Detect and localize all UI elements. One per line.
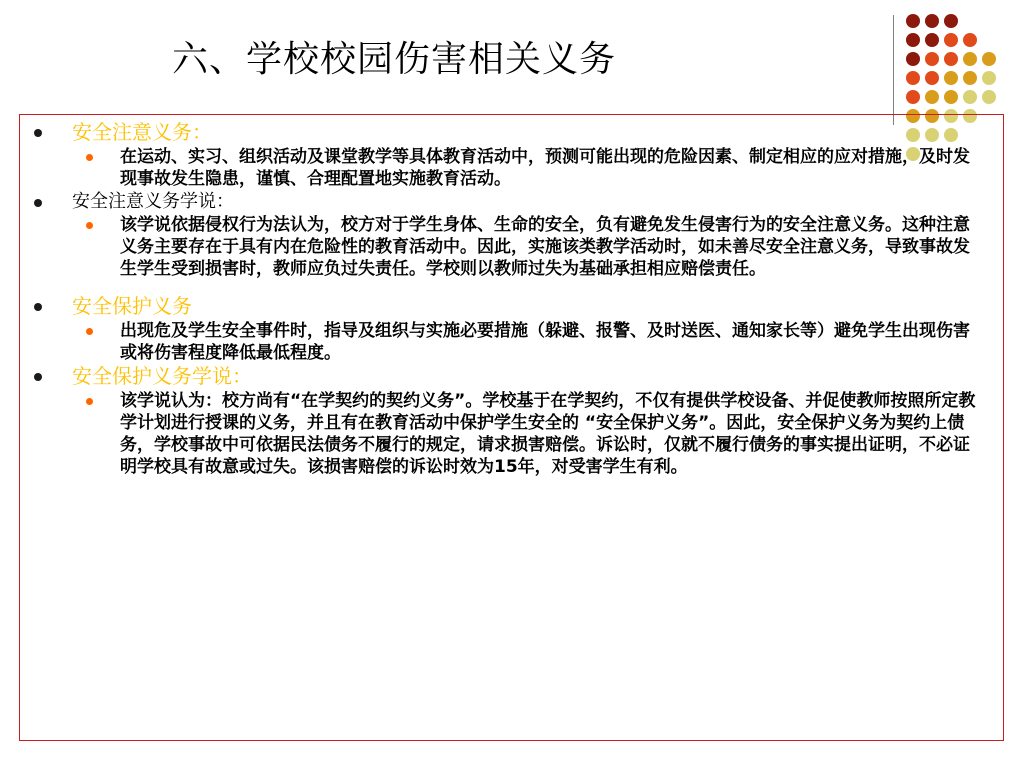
decor-dot xyxy=(906,52,920,66)
decor-dot xyxy=(963,52,977,66)
bullet-icon xyxy=(34,303,42,311)
section-heading-text: 安全注意义务学说： xyxy=(72,191,234,212)
decor-dot xyxy=(944,52,958,66)
decor-dot xyxy=(944,90,958,104)
section-item-text: 该学说依据侵权行为法认为，校方对于学生身体、生命的安全，负有避免发生侵害行为的安全注意义务。这种注意义务主要存在于具有内在危险性的教育活动中。因此，实施该类教学活动时，如未善尽安全注意义务，导致事故发生学生受到损害时，教师应负过失责任。学校则以教师过失为基础承担相应赔偿责任。 xyxy=(120,215,970,279)
decor-dot xyxy=(925,14,939,28)
decor-dot xyxy=(925,33,939,47)
bullet-icon xyxy=(34,373,42,381)
decor-dot xyxy=(906,90,920,104)
decor-dot xyxy=(982,52,996,66)
section-heading-text: 安全保护义务学说： xyxy=(72,364,252,388)
decor-dot xyxy=(925,71,939,85)
section-item-text: 出现危及学生安全事件时，指导及组织与实施必要措施（躲避、报警、及时送医、通知家长等）避免学生出现伤害或将伤害程度降低最低程度。 xyxy=(120,321,970,363)
title-divider-line xyxy=(893,15,894,125)
decor-dot xyxy=(906,14,920,28)
section-item-text: 在运动、实习、组织活动及课堂教学等具体教育活动中，预测可能出现的危险因素、制定相应的应对措施，及时发现事故发生隐患，谨慎、合理配置地实施教育活动。 xyxy=(120,147,970,189)
section-item xyxy=(30,146,992,190)
decor-dot xyxy=(944,33,958,47)
sub-bullet-icon xyxy=(86,222,93,229)
bullet-icon xyxy=(34,129,42,137)
section-heading-safety-protection-theory xyxy=(30,364,992,390)
section-item xyxy=(30,214,992,280)
section-item-text: 该学说认为：校方尚有“在学契约的契约义务”。学校基于在学契约，不仅有提供学校设备、并促使教师按照所定教学计划进行授课的义务，并且有在教育活动中保护学生安全的 “安全保护义务”。因此，安全保护义务为契约上债务，学校事故中可依据民法债务不履行的规定，请求损害赔偿。诉讼时，仅就不履行债务的事实提出证明，不必证明学校具有故意或过失。该损害赔偿的诉讼时效为15年，对受害学生有利。 xyxy=(120,391,976,477)
sub-bullet-icon xyxy=(86,398,93,405)
section-heading-safety-protection xyxy=(30,294,992,320)
decor-dot xyxy=(906,71,920,85)
decor-dot xyxy=(925,90,939,104)
decor-dot xyxy=(982,90,996,104)
section-item xyxy=(30,320,992,364)
decor-dot xyxy=(925,52,939,66)
slide-title: 六、学校校园伤害相关义务 xyxy=(172,39,617,80)
decor-dot xyxy=(906,33,920,47)
decor-dot xyxy=(944,14,958,28)
section-heading-safety-attention xyxy=(30,120,992,146)
section-spacer xyxy=(30,280,992,294)
decor-dot xyxy=(963,71,977,85)
bullet-icon xyxy=(34,199,42,207)
decor-dot xyxy=(963,90,977,104)
section-item xyxy=(30,390,992,478)
decor-dot xyxy=(944,71,958,85)
section-heading-text: 安全保护义务 xyxy=(72,294,192,318)
section-heading-text: 安全注意义务： xyxy=(72,120,212,144)
section-heading-safety-attention-theory xyxy=(30,190,992,214)
decor-dot xyxy=(982,71,996,85)
content-body xyxy=(30,120,992,478)
decor-dot xyxy=(963,33,977,47)
sub-bullet-icon xyxy=(86,154,93,161)
sub-bullet-icon xyxy=(86,328,93,335)
